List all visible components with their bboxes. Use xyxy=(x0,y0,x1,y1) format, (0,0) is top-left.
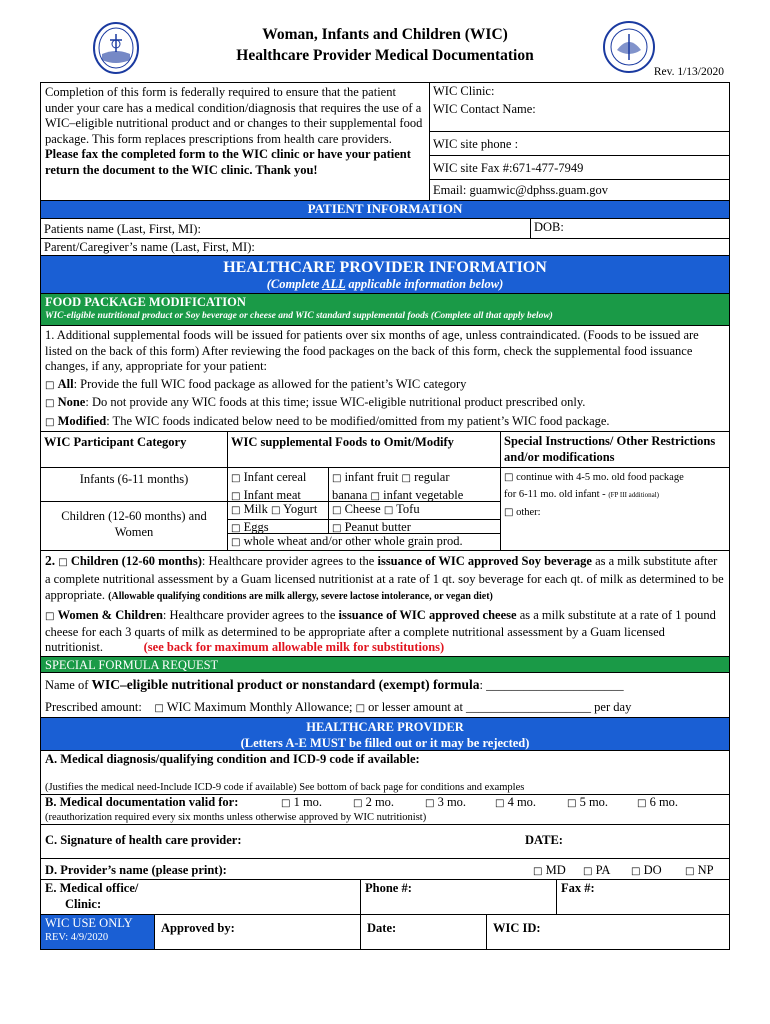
item2-number: 2. xyxy=(45,553,56,568)
5mo-label: 5 mo. xyxy=(579,794,609,809)
pa-label: PA xyxy=(595,862,611,877)
yogurt-checkbox[interactable]: □ xyxy=(271,505,281,516)
intro-plain: Completion of this form is federally required to ensure that the patient under your care has a medical condition/diagnosis that requires the use of a WIC–eligible nutritional product and or changes to their supplemental food package. This form replaces prescriptions from health care providers. xyxy=(45,85,423,146)
infant-foods xyxy=(228,468,500,502)
wic-contact-field[interactable]: WIC Contact Name: xyxy=(430,101,729,132)
office-label-1: E. Medical office/ xyxy=(45,880,139,895)
category-header: WIC Participant Category xyxy=(41,432,227,468)
cheese-label: Cheese xyxy=(344,502,381,516)
valid-for-label: B. Medical documentation valid for: xyxy=(45,794,239,809)
instructions-header: Special Instructions/ Other Restrictions and/or modifications xyxy=(501,432,729,468)
instructions-column xyxy=(501,432,729,550)
option-none[interactable] xyxy=(45,395,725,412)
none-label: None xyxy=(57,395,86,409)
option-np[interactable] xyxy=(685,863,714,879)
child-foods-right xyxy=(329,502,500,533)
wic-email-field: Email: guamwic@dphss.guam.gov xyxy=(433,183,609,197)
patient-info-heading xyxy=(41,201,729,219)
np-checkbox[interactable]: □ xyxy=(685,865,695,877)
infant-foods-right xyxy=(329,468,500,501)
signature-date-label[interactable]: DATE: xyxy=(525,832,563,847)
modified-label: Modified xyxy=(57,413,107,428)
foods-column xyxy=(228,432,501,550)
item2-text-b: as a milk substitute after a complete nutritional assessment by a Guam licensed nutritionist at a rate of 1 qt. soy beverage for each qt. of milk as determined to be appropriate. xyxy=(45,554,724,602)
meat-checkbox[interactable]: □ xyxy=(231,491,241,502)
wic-use-only-row xyxy=(41,915,729,949)
office-field[interactable] xyxy=(41,880,361,914)
continue-label: continue with 4-5 mo. old food package xyxy=(516,472,684,483)
provider-name-label[interactable]: D. Provider’s name (please print): xyxy=(45,862,227,877)
option-6mo[interactable] xyxy=(637,795,678,811)
item2-text-d: as a milk substitute at a rate of 1 pound cheese for each 3 quarts of milk as determined to be appropriate after a complete nutritional assessment by a Guam licensed nutritionist. xyxy=(45,608,716,654)
grain-label: whole wheat and/or other whole grain prod. xyxy=(243,534,463,548)
office-label-2: Clinic: xyxy=(65,896,102,911)
fp-label: (FP III additional) xyxy=(608,491,659,499)
signature-label[interactable]: C. Signature of health care provider: xyxy=(45,832,242,847)
5mo-checkbox[interactable]: □ xyxy=(567,797,577,809)
office-row xyxy=(41,879,729,915)
parent-name-field[interactable]: Parent/Caregiver’s name (Last, First, MI): xyxy=(44,240,255,254)
intro-text xyxy=(41,83,430,200)
yogurt-label: Yogurt xyxy=(283,502,318,516)
title-line-2: Healthcare Provider Medical Documentation xyxy=(236,47,534,64)
meat-label: Infant meat xyxy=(243,488,301,502)
guam-seal-icon xyxy=(92,22,140,74)
provider-sub-all: ALL xyxy=(322,277,346,291)
milk-checkbox[interactable]: □ xyxy=(231,505,241,516)
option-5mo[interactable] xyxy=(567,795,637,811)
2mo-checkbox[interactable]: □ xyxy=(353,797,363,809)
children-soy-label: Children (12-60 months) xyxy=(70,554,202,568)
vegetable-label: infant vegetable xyxy=(383,488,464,502)
option-pa[interactable] xyxy=(583,863,631,879)
women-children-label: Women & Children xyxy=(57,608,163,622)
soy-bold: issuance of WIC approved Soy beverage xyxy=(377,554,592,568)
option-do[interactable] xyxy=(631,863,685,879)
do-label: DO xyxy=(643,862,662,877)
3mo-label: 3 mo. xyxy=(437,794,467,809)
wic-fax-field: WIC site Fax #:671-477-7949 xyxy=(430,156,729,180)
food-mod-heading-text: FOOD PACKAGE MODIFICATION xyxy=(45,295,246,309)
option-all[interactable] xyxy=(45,377,725,394)
lesser-amount-label[interactable]: or lesser amount at ____________________ per day xyxy=(368,699,632,714)
child-foods-left xyxy=(228,502,329,533)
md-checkbox[interactable]: □ xyxy=(533,865,543,877)
none-checkbox[interactable]: □ xyxy=(45,398,55,409)
option-md[interactable] xyxy=(533,863,583,879)
item2-text-a: : Healthcare provider agrees to the xyxy=(201,554,378,568)
max-allowance-label: WIC Maximum Monthly Allowance; xyxy=(166,699,353,714)
cereal-checkbox[interactable]: □ xyxy=(231,473,241,484)
other-checkbox[interactable]: □ xyxy=(504,507,514,518)
wic-use-only-box xyxy=(41,915,155,949)
provider-name-row xyxy=(41,859,729,879)
pa-checkbox[interactable]: □ xyxy=(583,865,593,877)
dob-field[interactable]: DOB: xyxy=(534,220,564,234)
special-formula-heading xyxy=(41,656,729,673)
2mo-label: 2 mo. xyxy=(365,794,395,809)
modified-checkbox[interactable]: □ xyxy=(45,416,55,428)
valid-for-row xyxy=(45,795,725,811)
intro-bold: Please fax the completed form to the WIC clinic or have your patient return the document to the WIC clinic. Thank you! xyxy=(45,147,411,177)
option-modified[interactable] xyxy=(45,414,725,431)
grain-row xyxy=(228,534,500,550)
diagnosis-section xyxy=(41,751,729,795)
provider-sub-post: applicable information below) xyxy=(345,277,504,291)
children-soy-checkbox[interactable]: □ xyxy=(58,557,68,568)
all-text: : Provide the full WIC food package as allowed for the patient’s WIC category xyxy=(73,376,467,391)
tofu-label: Tofu xyxy=(396,502,420,516)
peanut-butter-checkbox[interactable]: □ xyxy=(332,522,342,534)
fruit-label: infant fruit xyxy=(344,470,399,484)
all-checkbox[interactable]: □ xyxy=(45,379,55,391)
hcp-heading-text: HEALTHCARE PROVIDER xyxy=(306,719,464,734)
child-foods xyxy=(228,502,500,534)
intro-row xyxy=(41,83,729,201)
provider-sub-pre: (Complete xyxy=(266,277,323,291)
3mo-checkbox[interactable]: □ xyxy=(425,797,435,809)
diagnosis-note: (Justifies the medical need-Include ICD-9 code if available) See bottom of back page for conditions and examples xyxy=(45,781,525,793)
footer-date-field[interactable]: Date: xyxy=(361,915,487,949)
option-4mo[interactable] xyxy=(495,795,567,811)
1mo-checkbox[interactable]: □ xyxy=(281,797,291,809)
allowable-conditions: (Allowable qualifying conditions are milk allergy, severe lactose intolerance, or vegan diet) xyxy=(108,591,493,602)
form-header xyxy=(40,20,730,82)
banana-label: banana xyxy=(332,488,368,502)
item1-text: 1. Additional supplemental foods will be issued for patients over six months of age, unless contraindicated. (Foods to be issued are listed on the back of this form) After reviewing the food packages on the back of this form, check the supplemental food issuance changes, if any, appropriate for your patient: xyxy=(45,328,699,373)
form-page xyxy=(40,20,730,950)
6mo-label: 6 mo. xyxy=(649,794,679,809)
wic-clinic-field[interactable]: WIC Clinic: xyxy=(433,84,495,98)
valid-for-note: (reauthorization required every six months unless otherwise approved by WIC nutritionist) xyxy=(45,811,427,823)
patient-name-field[interactable]: Patients name (Last, First, MI): xyxy=(41,219,531,238)
formula-name-line[interactable]: : ______________________ xyxy=(479,677,624,692)
eggs-label: Eggs xyxy=(243,519,269,534)
formula-name-pre: Name of xyxy=(45,677,92,692)
category-infants: Infants (6-11 months) xyxy=(41,468,227,502)
patient-heading-text: PATIENT INFORMATION xyxy=(307,201,463,216)
foods-table xyxy=(41,431,729,551)
formula-name-bold: WIC–eligible nutritional product or nonstandard (exempt) formula xyxy=(91,676,480,692)
healthcare-provider-heading xyxy=(41,717,729,751)
option-2mo[interactable] xyxy=(353,795,425,811)
item2-section xyxy=(41,551,729,656)
item2-text-c: : Healthcare provider agrees to the xyxy=(162,608,339,622)
4mo-checkbox[interactable]: □ xyxy=(495,797,505,809)
wic-id-field[interactable]: WIC ID: xyxy=(493,920,541,935)
approved-by-field[interactable]: Approved by: xyxy=(155,915,361,949)
provider-info-heading xyxy=(41,256,729,294)
food-mod-sub: WIC-eligible nutritional product or Soy beverage or cheese and WIC standard supplemental foods (Complete all that apply below) xyxy=(45,311,553,321)
max-allowance-checkbox[interactable]: □ xyxy=(154,702,164,714)
special-heading-text: SPECIAL FORMULA REQUEST xyxy=(45,657,219,672)
office-fax-field[interactable]: Fax #: xyxy=(561,880,595,895)
clinic-info xyxy=(430,83,729,200)
hcp-sub-text: (Letters A-E MUST be filled out or it may be rejected) xyxy=(240,735,530,750)
4mo-label: 4 mo. xyxy=(507,794,537,809)
option-1mo[interactable] xyxy=(281,795,353,811)
all-label: All xyxy=(57,376,74,391)
category-children-women: Children (12-60 months) and Women xyxy=(61,509,207,539)
milk-label: Milk xyxy=(243,502,268,516)
wic-use-only-label: WIC USE ONLY xyxy=(45,915,133,930)
form-body xyxy=(40,82,730,950)
cheese-checkbox[interactable]: □ xyxy=(332,505,342,516)
special-formula-body xyxy=(41,673,729,717)
provider-heading-text: HEALTHCARE PROVIDER INFORMATION xyxy=(223,259,547,276)
signature-row xyxy=(41,825,729,859)
diagnosis-label[interactable]: A. Medical diagnosis/qualifying condition and ICD-9 code if available: xyxy=(45,751,420,766)
category-column xyxy=(41,432,228,550)
see-back-note: (see back for maximum allowable milk for substitutions) xyxy=(143,640,445,654)
regular-label: regular xyxy=(414,470,450,484)
valid-for-section xyxy=(41,795,729,825)
food-mod-item1 xyxy=(41,326,729,430)
do-checkbox[interactable]: □ xyxy=(631,865,641,877)
none-text: : Do not provide any WIC foods at this time; issue WIC-eligible nutritional product prescribed only. xyxy=(85,395,586,409)
continue-checkbox[interactable]: □ xyxy=(504,472,514,483)
instructions-body xyxy=(501,468,729,522)
eggs-checkbox[interactable]: □ xyxy=(231,522,241,534)
regular-checkbox[interactable]: □ xyxy=(401,473,411,484)
for-infant-label: for 6-11 mo. old infant - xyxy=(504,489,606,500)
footer-rev: REV: 4/9/2020 xyxy=(45,931,109,943)
1mo-label: 1 mo. xyxy=(293,794,323,809)
6mo-checkbox[interactable]: □ xyxy=(637,797,647,809)
wic-phone-field[interactable]: WIC site phone : xyxy=(430,132,729,156)
foods-header: WIC supplemental Foods to Omit/Modify xyxy=(228,432,500,468)
revision-date: Rev. 1/13/2020 xyxy=(653,66,724,78)
md-label: MD xyxy=(545,862,566,877)
peanut-butter-label: Peanut butter xyxy=(344,519,411,534)
title-line-1: Woman, Infants and Children (WIC) xyxy=(262,26,508,43)
women-children-checkbox[interactable]: □ xyxy=(45,611,55,622)
option-3mo[interactable] xyxy=(425,795,495,811)
tofu-checkbox[interactable]: □ xyxy=(383,505,394,516)
patient-name-row xyxy=(41,219,729,239)
food-mod-heading xyxy=(41,294,729,326)
modified-text: : The WIC foods indicated below need to be modified/omitted from my patient’s WIC food package. xyxy=(106,413,610,428)
office-phone-field[interactable]: Phone #: xyxy=(361,880,557,914)
prescribed-amount-label: Prescribed amount: xyxy=(45,699,142,714)
infant-foods-left xyxy=(228,468,329,501)
fruit-checkbox[interactable]: □ xyxy=(332,473,342,484)
cheese-bold: issuance of WIC approved cheese xyxy=(338,608,517,622)
lesser-amount-checkbox[interactable]: □ xyxy=(355,702,366,714)
provider-subheading xyxy=(41,277,729,292)
cereal-label: Infant cereal xyxy=(243,470,307,484)
parent-row xyxy=(41,239,729,256)
other-label: other: xyxy=(516,507,541,518)
vegetable-checkbox[interactable]: □ xyxy=(370,491,380,502)
np-label: NP xyxy=(697,862,714,877)
grain-checkbox[interactable]: □ xyxy=(231,537,241,548)
dphss-seal-icon xyxy=(602,20,656,74)
